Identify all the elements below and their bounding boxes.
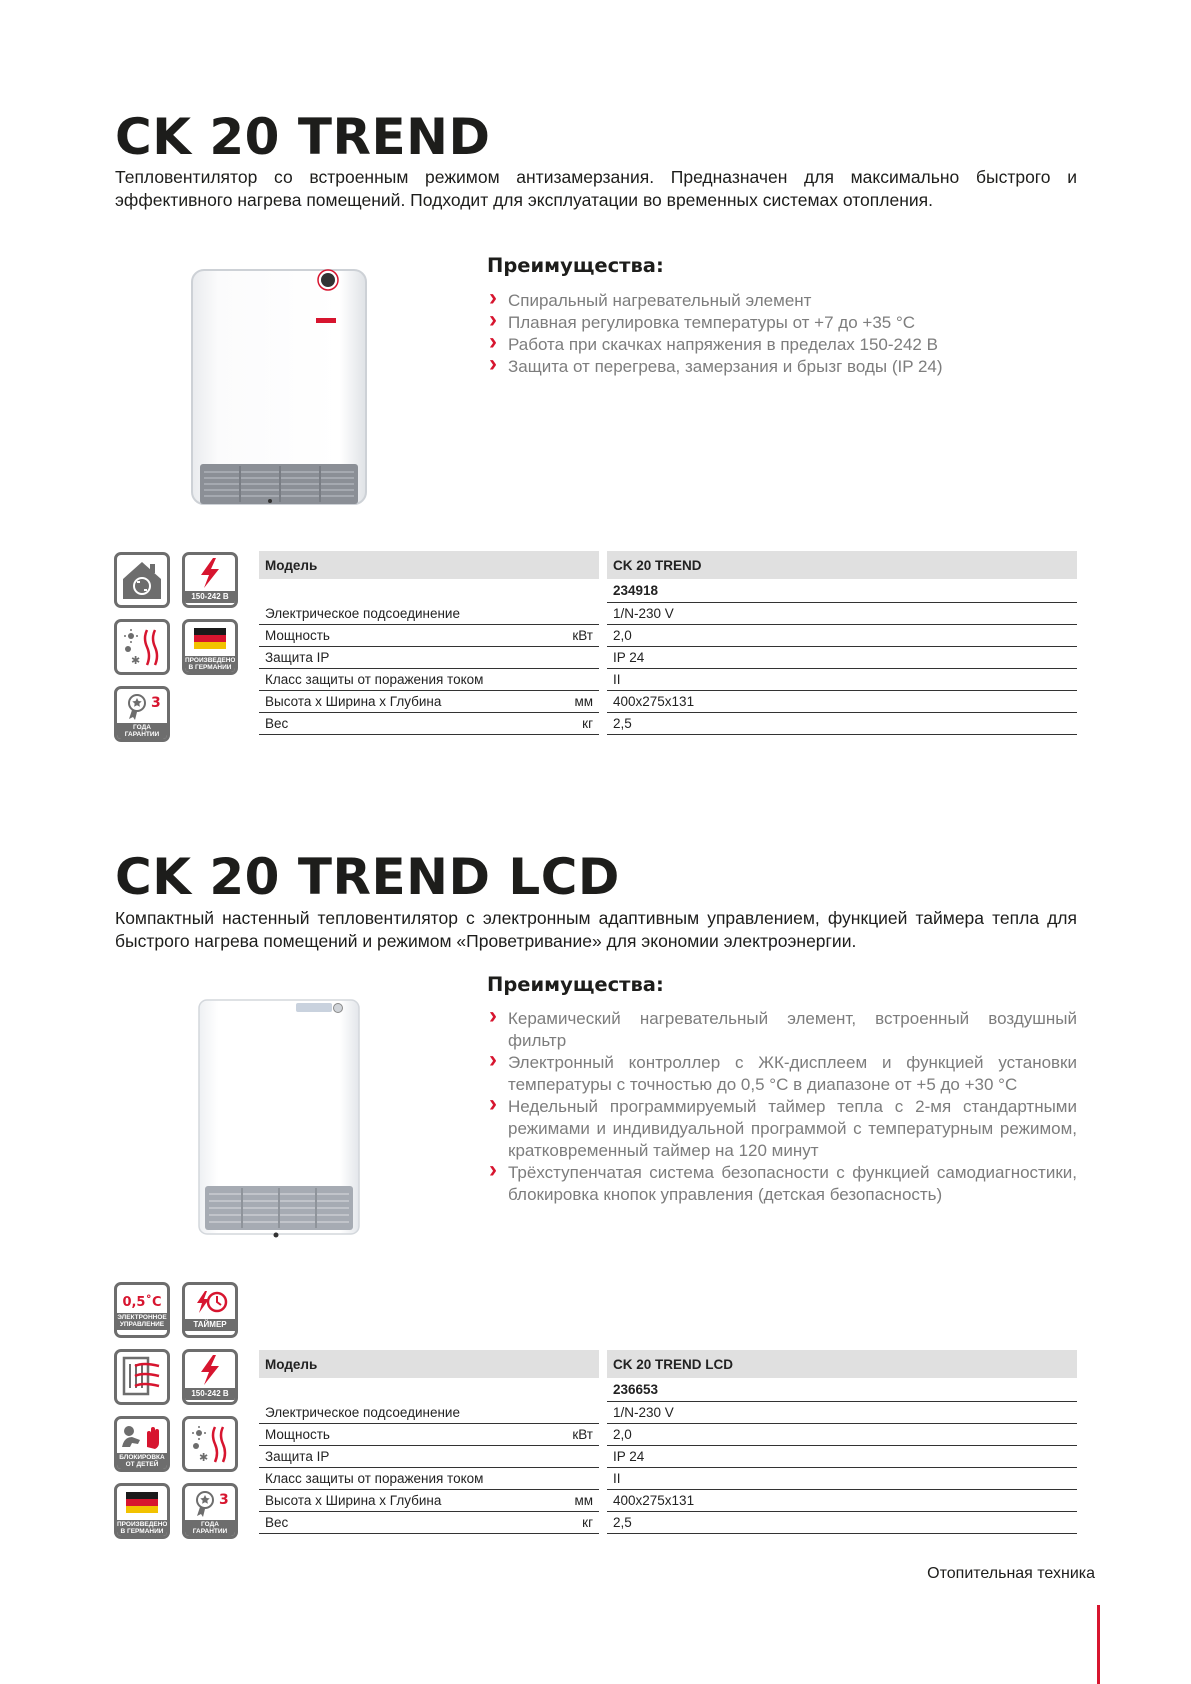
warranty-icon xyxy=(114,686,170,742)
table-row xyxy=(259,669,1077,691)
advantage-item: › Работа при скачках напряжения в пределах 150-242 В xyxy=(487,334,1077,356)
table-header-row xyxy=(259,551,1077,579)
precision-value: 0,5˚С xyxy=(122,1295,162,1310)
spec-label: Высота х Ширина х Глубина xyxy=(259,1490,559,1512)
spec-table xyxy=(259,551,1077,735)
advantages-title: Преимущества: xyxy=(487,973,664,996)
spec-label: Мощность xyxy=(259,625,559,647)
spec-label: Класс защиты от поражения током xyxy=(259,669,559,691)
spec-label: Защита IP xyxy=(259,1446,559,1468)
spec-table xyxy=(259,1350,1077,1534)
svg-text:✱: ✱ xyxy=(199,1451,209,1464)
table-row xyxy=(259,691,1077,713)
spec-header-value: CK 20 TREND xyxy=(607,551,1077,579)
heat-frost-icon xyxy=(114,619,170,675)
spec-value: 1/N-230 V xyxy=(607,603,1077,625)
timer-icon xyxy=(182,1282,238,1338)
advantages-list xyxy=(487,290,1077,378)
spec-value: IP 24 xyxy=(607,1446,1077,1468)
made-in-label: ПРОИЗВЕДЕНО В ГЕРМАНИИ xyxy=(117,1521,168,1535)
spec-unit: кВт xyxy=(559,625,599,647)
heater-lcd-image xyxy=(196,998,362,1243)
air-filter-icon xyxy=(114,1349,170,1405)
table-row xyxy=(259,579,1077,603)
table-row xyxy=(259,625,1077,647)
voltage-label: 150-242 В xyxy=(185,1388,235,1400)
spec-unit: кг xyxy=(559,713,599,735)
timer-label: ТАЙМЕР xyxy=(185,1319,235,1331)
spec-unit: кг xyxy=(559,1512,599,1534)
voltage-icon xyxy=(182,1349,238,1405)
table-row xyxy=(259,1402,1077,1424)
spec-label: Защита IP xyxy=(259,647,559,669)
heater-image xyxy=(190,268,370,513)
house-antifreeze-icon xyxy=(114,552,170,608)
spec-value: 2,0 xyxy=(607,625,1077,647)
spec-label: Класс защиты от поражения током xyxy=(259,1468,559,1490)
article-number: 236653 xyxy=(607,1378,1077,1402)
voltage-icon xyxy=(182,552,238,608)
spec-unit xyxy=(559,603,599,625)
spec-label: Мощность xyxy=(259,1424,559,1446)
footer-section-label: Отопительная техника xyxy=(927,1565,1095,1582)
spec-value: 400x275x131 xyxy=(607,691,1077,713)
spec-unit xyxy=(559,647,599,669)
spec-unit xyxy=(559,1446,599,1468)
spec-value: II xyxy=(607,1468,1077,1490)
spec-unit xyxy=(559,1402,599,1424)
advantage-item: › Керамический нагревательный элемент, встроенный воздушный фильтр xyxy=(487,1008,1077,1052)
spec-header-value: CK 20 TREND LCD xyxy=(607,1350,1077,1378)
advantage-item: › Электронный контроллер с ЖК-дисплеем и функцией установки температуры с точностью до 0,5 °С в диапазоне от +5 до +30 °С xyxy=(487,1052,1077,1096)
svg-text:✱: ✱ xyxy=(131,654,141,667)
warranty-years: 3 xyxy=(151,695,161,711)
precision-electronic-icon xyxy=(114,1282,170,1338)
warranty-years: 3 xyxy=(219,1492,229,1508)
spec-value: 2,5 xyxy=(607,713,1077,735)
footer-accent-bar xyxy=(1097,1605,1100,1684)
warranty-icon xyxy=(182,1483,238,1539)
table-row xyxy=(259,1378,1077,1402)
made-in-germany-icon xyxy=(114,1483,170,1539)
electronic-label: ЭЛЕКТРОННОЕ УПРАВЛЕНИЕ xyxy=(117,1314,167,1328)
advantage-item: › Защита от перегрева, замерзания и брызг воды (IP 24) xyxy=(487,356,1077,378)
spec-unit xyxy=(559,1468,599,1490)
advantages-list xyxy=(487,1008,1077,1206)
spec-value: II xyxy=(607,669,1077,691)
spec-unit: мм xyxy=(559,1490,599,1512)
advantage-item: › Недельный программируемый таймер тепла с 2-мя стандартными режимами и индивидуальной программой с температурным режимом, кратковременный таймер на 120 минут xyxy=(487,1096,1077,1162)
advantage-item: › Плавная регулировка температуры от +7 до +35 °С xyxy=(487,312,1077,334)
child-lock-icon xyxy=(114,1416,170,1472)
warranty-label: ГОДА ГАРАНТИИ xyxy=(117,723,167,740)
made-in-germany-icon xyxy=(182,619,238,675)
product-title: CK 20 TREND LCD xyxy=(115,848,620,906)
table-header-row xyxy=(259,1350,1077,1378)
spec-header-label: Модель xyxy=(259,551,599,579)
table-row xyxy=(259,603,1077,625)
heat-frost-icon xyxy=(182,1416,238,1472)
warranty-label: ГОДА ГАРАНТИИ xyxy=(185,1520,235,1537)
spec-unit: кВт xyxy=(559,1424,599,1446)
advantage-item: › Спиральный нагревательный элемент xyxy=(487,290,1077,312)
spec-header-label: Модель xyxy=(259,1350,599,1378)
spec-value: 1/N-230 V xyxy=(607,1402,1077,1424)
table-row xyxy=(259,1446,1077,1468)
product-title: CK 20 TREND xyxy=(115,108,491,166)
spec-value: 400x275x131 xyxy=(607,1490,1077,1512)
table-row xyxy=(259,1512,1077,1534)
spec-label: Электрическое подсоединение xyxy=(259,1402,559,1424)
product-description: Компактный настенный тепловентилятор с электронным адаптивным управлением, функцией таймера тепла для быстрого нагрева помещений и режимом «Проветривание» для экономии электроэнергии. xyxy=(115,908,1077,951)
spec-unit xyxy=(559,669,599,691)
advantage-item: › Трёхступенчатая система безопасности с функцией самодиагностики, блокировка кнопок управления (детская безопасность) xyxy=(487,1162,1077,1206)
table-row xyxy=(259,647,1077,669)
spec-label: Вес xyxy=(259,713,559,735)
table-row xyxy=(259,1490,1077,1512)
made-in-label: ПРОИЗВЕДЕНО В ГЕРМАНИИ xyxy=(185,657,236,671)
spec-unit: мм xyxy=(559,691,599,713)
table-row xyxy=(259,1468,1077,1490)
spec-label: Высота х Ширина х Глубина xyxy=(259,691,559,713)
spec-value: IP 24 xyxy=(607,647,1077,669)
spec-value: 2,0 xyxy=(607,1424,1077,1446)
product-description: Тепловентилятор со встроенным режимом антизамерзания. Предназначен для максимально быстрого и эффективного нагрева помещений. Подходит для эксплуатации во временных системах отопления. xyxy=(115,167,1077,210)
spec-label: Вес xyxy=(259,1512,559,1534)
child-lock-label: БЛОКИРОВКА ОТ ДЕТЕЙ xyxy=(117,1453,167,1470)
table-row xyxy=(259,1424,1077,1446)
voltage-label: 150-242 В xyxy=(185,591,235,603)
spec-label: Электрическое подсоединение xyxy=(259,603,559,625)
table-row xyxy=(259,713,1077,735)
advantages-title: Преимущества: xyxy=(487,254,664,277)
article-number: 234918 xyxy=(607,579,1077,603)
spec-value: 2,5 xyxy=(607,1512,1077,1534)
